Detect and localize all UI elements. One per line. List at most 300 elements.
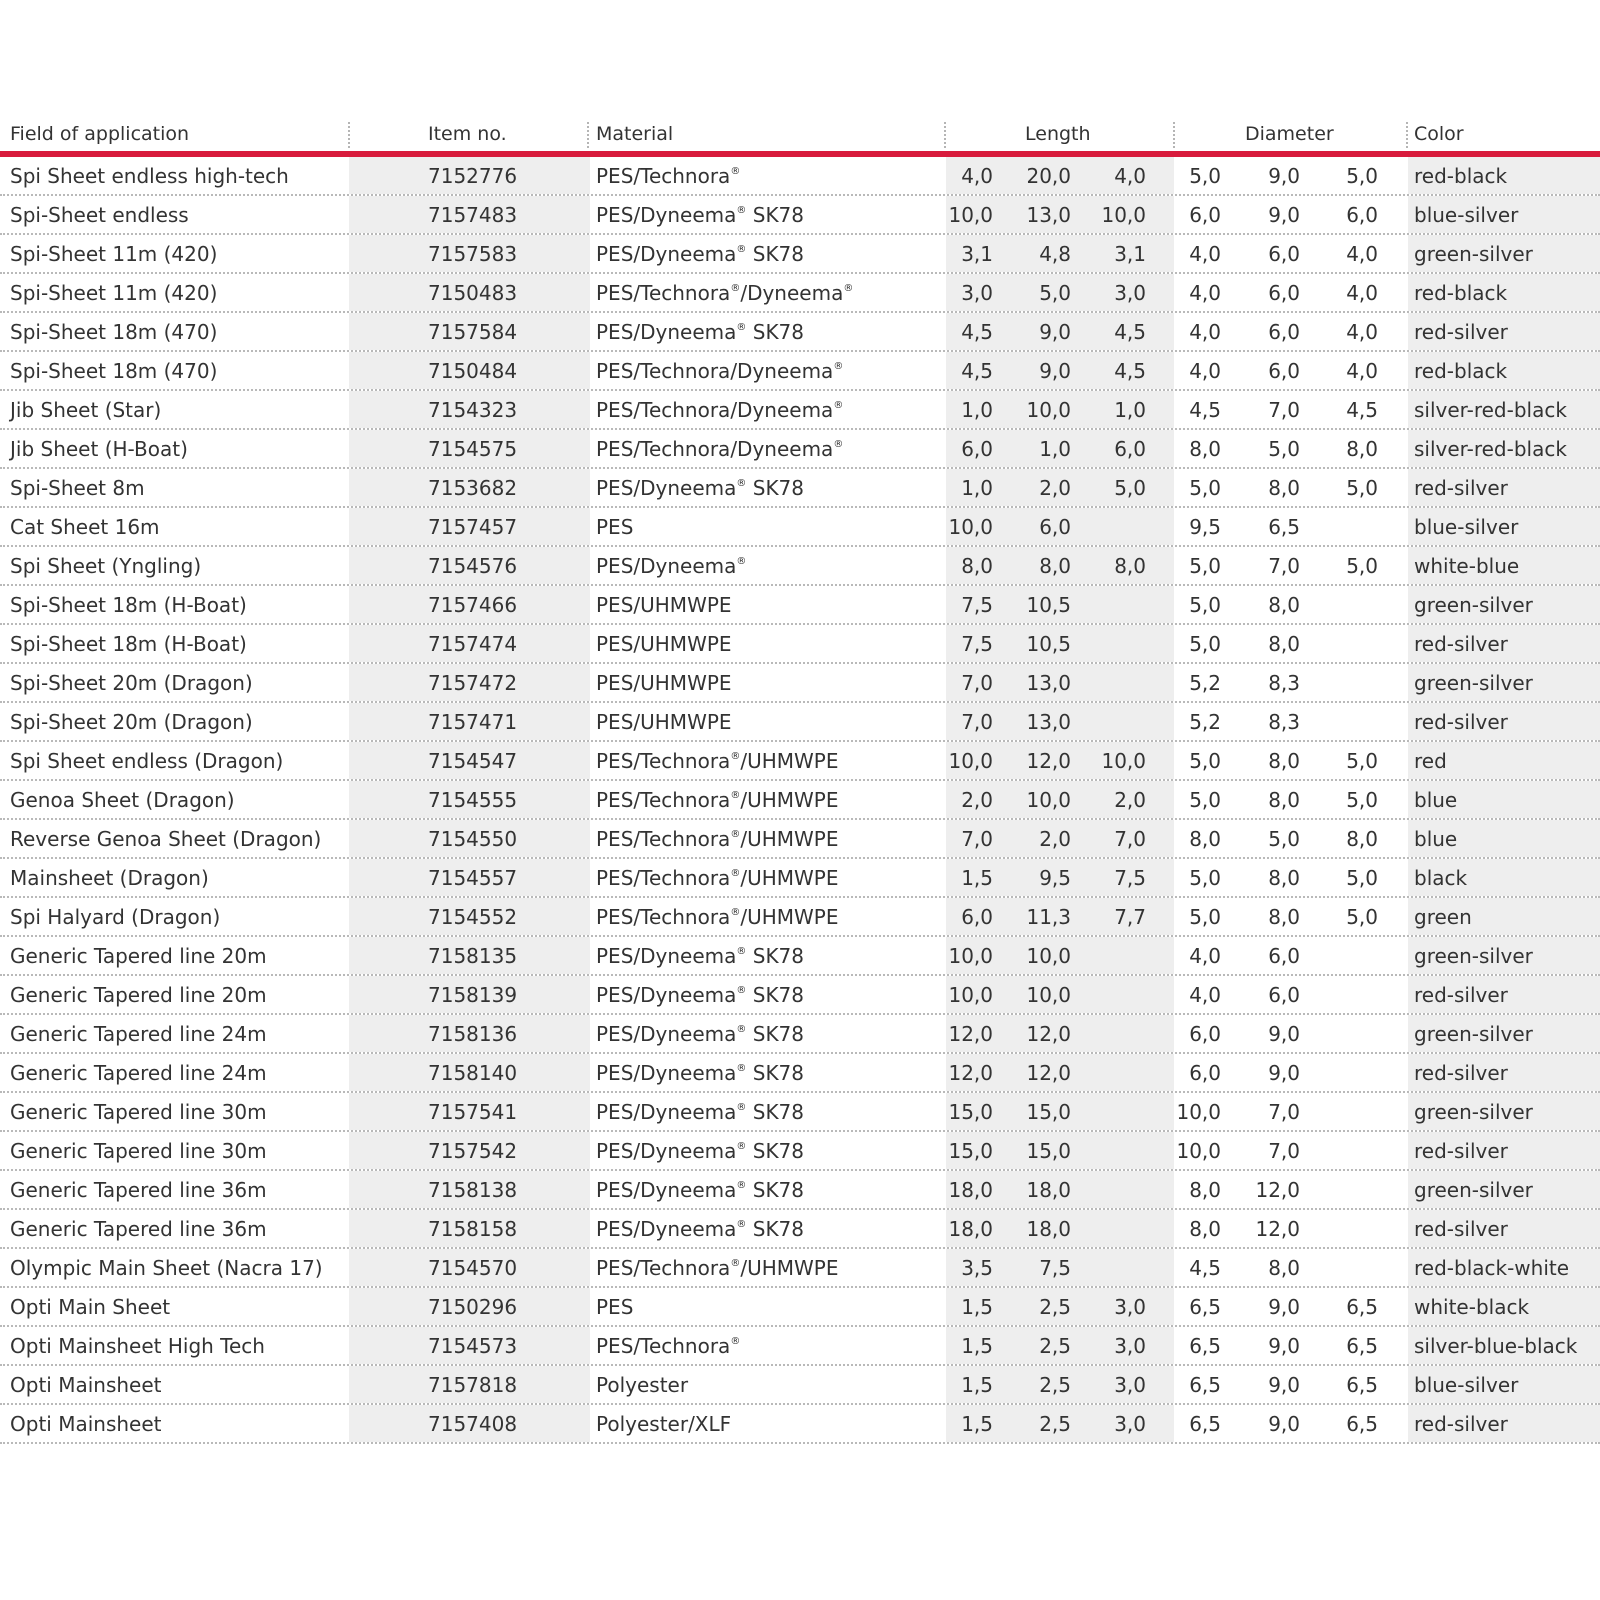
table-row (0, 976, 1600, 1015)
cell-material: PES/UHMWPE (596, 632, 732, 656)
cell-diameter-1: 9,5 (1189, 515, 1221, 539)
cell-field: Spi Sheet endless high-tech (10, 164, 289, 188)
cell-length-1: 18,0 (948, 1178, 993, 1202)
cell-material: PES/Dyneema® SK78 (596, 1061, 805, 1085)
cell-material: PES/Dyneema® SK78 (596, 983, 805, 1007)
cell-length-2: 13,0 (1026, 671, 1071, 695)
cell-field: Mainsheet (Dragon) (10, 866, 209, 890)
cell-diameter-2: 9,0 (1268, 203, 1300, 227)
cell-length-3: 8,0 (1114, 554, 1146, 578)
cell-diameter-2: 6,0 (1268, 359, 1300, 383)
cell-diameter-1: 4,5 (1189, 398, 1221, 422)
cell-diameter-2: 9,0 (1268, 1022, 1300, 1046)
cell-field: Opti Mainsheet High Tech (10, 1334, 265, 1358)
table-row (0, 1132, 1600, 1171)
cell-item: 7154570 (428, 1256, 518, 1280)
cell-length-1: 12,0 (948, 1061, 993, 1085)
cell-field: Generic Tapered line 30m (10, 1100, 267, 1124)
cell-diameter-1: 6,5 (1189, 1334, 1221, 1358)
table-row (0, 1249, 1600, 1288)
cell-diameter-1: 5,0 (1189, 788, 1221, 812)
cell-length-2: 20,0 (1026, 164, 1071, 188)
cell-color: green-silver (1414, 242, 1533, 266)
cell-color: red-silver (1414, 1217, 1508, 1241)
cell-length-3: 3,0 (1114, 281, 1146, 305)
cell-length-2: 10,0 (1026, 788, 1071, 812)
cell-item: 7157466 (428, 593, 518, 617)
cell-diameter-2: 8,0 (1268, 632, 1300, 656)
cell-diameter-3: 6,5 (1346, 1334, 1378, 1358)
table-row (0, 1015, 1600, 1054)
cell-diameter-3: 5,0 (1346, 905, 1378, 929)
table-row (0, 1288, 1600, 1327)
cell-item: 7154552 (428, 905, 518, 929)
header-separator (348, 122, 350, 148)
cell-color: blue (1414, 788, 1458, 812)
cell-material: PES/Dyneema® SK78 (596, 476, 805, 500)
cell-material: PES/Technora®/UHMWPE (596, 788, 839, 812)
cell-length-1: 18,0 (948, 1217, 993, 1241)
cell-color: red-silver (1414, 632, 1508, 656)
cell-diameter-2: 8,0 (1268, 749, 1300, 773)
cell-item: 7157542 (428, 1139, 518, 1163)
cell-length-2: 10,5 (1026, 593, 1071, 617)
cell-diameter-2: 8,0 (1268, 476, 1300, 500)
cell-diameter-1: 6,0 (1189, 203, 1221, 227)
cell-length-2: 12,0 (1026, 749, 1071, 773)
cell-material: PES/Technora/Dyneema® (596, 437, 844, 461)
cell-diameter-2: 8,3 (1268, 671, 1300, 695)
cell-field: Generic Tapered line 30m (10, 1139, 267, 1163)
cell-field: Spi-Sheet 18m (470) (10, 359, 218, 383)
cell-material: PES/Technora®/UHMWPE (596, 749, 839, 773)
cell-length-1: 4,5 (961, 359, 993, 383)
cell-color: red (1414, 749, 1447, 773)
cell-diameter-1: 8,0 (1189, 1178, 1221, 1202)
cell-item: 7158136 (428, 1022, 518, 1046)
cell-item: 7154575 (428, 437, 518, 461)
cell-item: 7157584 (428, 320, 518, 344)
cell-material: PES/Dyneema® SK78 (596, 1139, 805, 1163)
table-row (0, 1366, 1600, 1405)
cell-item: 7157471 (428, 710, 518, 734)
cell-material: PES/Technora®/UHMWPE (596, 827, 839, 851)
cell-length-3: 5,0 (1114, 476, 1146, 500)
cell-field: Spi Sheet endless (Dragon) (10, 749, 284, 773)
cell-length-1: 1,5 (961, 1373, 993, 1397)
cell-material: PES/Technora® (596, 1334, 741, 1358)
cell-diameter-1: 6,5 (1189, 1373, 1221, 1397)
cell-color: red-silver (1414, 983, 1508, 1007)
table-row (0, 781, 1600, 820)
cell-diameter-1: 4,5 (1189, 1256, 1221, 1280)
cell-diameter-1: 6,0 (1189, 1061, 1221, 1085)
cell-color: green (1414, 905, 1472, 929)
cell-length-1: 1,5 (961, 1295, 993, 1319)
cell-length-1: 1,5 (961, 1412, 993, 1436)
cell-length-2: 2,5 (1039, 1334, 1071, 1358)
cell-field: Spi-Sheet 18m (H-Boat) (10, 632, 247, 656)
cell-diameter-2: 6,0 (1268, 281, 1300, 305)
cell-length-3: 6,0 (1114, 437, 1146, 461)
cell-material: PES/Technora®/UHMWPE (596, 866, 839, 890)
cell-diameter-2: 8,0 (1268, 905, 1300, 929)
cell-diameter-1: 5,0 (1189, 749, 1221, 773)
cell-length-1: 1,0 (961, 476, 993, 500)
table-row (0, 1327, 1600, 1366)
cell-diameter-2: 9,0 (1268, 1061, 1300, 1085)
cell-color: silver-red-black (1414, 398, 1567, 422)
cell-length-2: 12,0 (1026, 1022, 1071, 1046)
cell-diameter-3: 4,0 (1346, 359, 1378, 383)
cell-diameter-2: 8,0 (1268, 593, 1300, 617)
cell-material: PES/UHMWPE (596, 593, 732, 617)
cell-length-2: 2,0 (1039, 827, 1071, 851)
cell-length-3: 2,0 (1114, 788, 1146, 812)
cell-length-2: 18,0 (1026, 1217, 1071, 1241)
cell-length-2: 8,0 (1039, 554, 1071, 578)
cell-item: 7157457 (428, 515, 518, 539)
cell-field: Spi-Sheet 8m (10, 476, 145, 500)
cell-color: green-silver (1414, 1100, 1533, 1124)
cell-material: Polyester (596, 1373, 689, 1397)
header-separator (944, 122, 946, 148)
cell-diameter-2: 9,0 (1268, 1373, 1300, 1397)
cell-field: Spi-Sheet 20m (Dragon) (10, 671, 253, 695)
table-row (0, 547, 1600, 586)
cell-diameter-3: 8,0 (1346, 827, 1378, 851)
cell-diameter-2: 6,0 (1268, 242, 1300, 266)
cell-color: red-black-white (1414, 1256, 1570, 1280)
cell-material: PES (596, 515, 634, 539)
cell-color: black (1414, 866, 1468, 890)
cell-length-3: 10,0 (1101, 203, 1146, 227)
cell-field: Genoa Sheet (Dragon) (10, 788, 235, 812)
cell-diameter-1: 5,0 (1189, 593, 1221, 617)
cell-length-3: 1,0 (1114, 398, 1146, 422)
cell-item: 7153682 (428, 476, 518, 500)
table-row (0, 1093, 1600, 1132)
cell-length-3: 4,0 (1114, 164, 1146, 188)
cell-length-1: 3,5 (961, 1256, 993, 1280)
cell-field: Jib Sheet (Star) (10, 398, 162, 422)
cell-item: 7158139 (428, 983, 518, 1007)
cell-diameter-3: 5,0 (1346, 866, 1378, 890)
cell-item: 7150483 (428, 281, 518, 305)
cell-diameter-1: 5,0 (1189, 866, 1221, 890)
table-row (0, 1054, 1600, 1093)
cell-diameter-2: 6,5 (1268, 515, 1300, 539)
cell-diameter-1: 5,0 (1189, 554, 1221, 578)
table-row (0, 898, 1600, 937)
cell-material: Polyester/XLF (596, 1412, 732, 1436)
table-row (0, 664, 1600, 703)
cell-diameter-3: 4,5 (1346, 398, 1378, 422)
table-row (0, 820, 1600, 859)
cell-item: 7154573 (428, 1334, 518, 1358)
cell-length-2: 2,5 (1039, 1373, 1071, 1397)
spec-table (0, 116, 1600, 1444)
table-row (0, 430, 1600, 469)
cell-field: Spi-Sheet 11m (420) (10, 281, 218, 305)
table-row (0, 703, 1600, 742)
cell-length-2: 2,5 (1039, 1412, 1071, 1436)
cell-length-3: 3,0 (1114, 1334, 1146, 1358)
cell-diameter-2: 7,0 (1268, 1100, 1300, 1124)
cell-diameter-2: 6,0 (1268, 320, 1300, 344)
cell-item: 7158135 (428, 944, 518, 968)
cell-length-2: 9,0 (1039, 359, 1071, 383)
cell-diameter-3: 4,0 (1346, 281, 1378, 305)
cell-length-1: 1,5 (961, 1334, 993, 1358)
table-row (0, 586, 1600, 625)
header-color: Color (1414, 123, 1464, 145)
table-row (0, 274, 1600, 313)
cell-diameter-2: 8,0 (1268, 866, 1300, 890)
cell-length-2: 18,0 (1026, 1178, 1071, 1202)
cell-material: PES/Dyneema® SK78 (596, 242, 805, 266)
cell-field: Spi Sheet (Yngling) (10, 554, 202, 578)
cell-diameter-1: 8,0 (1189, 827, 1221, 851)
cell-material: PES/Dyneema® SK78 (596, 1022, 805, 1046)
cell-diameter-2: 12,0 (1255, 1217, 1300, 1241)
cell-length-1: 1,0 (961, 398, 993, 422)
cell-material: PES/Technora®/UHMWPE (596, 905, 839, 929)
cell-length-1: 6,0 (961, 437, 993, 461)
table-row (0, 352, 1600, 391)
cell-item: 7157483 (428, 203, 518, 227)
cell-item: 7154550 (428, 827, 518, 851)
cell-item: 7157472 (428, 671, 518, 695)
cell-diameter-3: 4,0 (1346, 320, 1378, 344)
cell-color: red-black (1414, 281, 1508, 305)
cell-length-2: 7,5 (1039, 1256, 1071, 1280)
cell-material: PES/Technora®/UHMWPE (596, 1256, 839, 1280)
cell-diameter-1: 6,0 (1189, 1022, 1221, 1046)
cell-diameter-1: 5,0 (1189, 905, 1221, 929)
cell-item: 7154557 (428, 866, 518, 890)
cell-color: red-silver (1414, 320, 1508, 344)
cell-diameter-3: 5,0 (1346, 554, 1378, 578)
header-separator (1406, 122, 1408, 148)
cell-diameter-1: 6,5 (1189, 1412, 1221, 1436)
cell-length-2: 13,0 (1026, 203, 1071, 227)
cell-field: Generic Tapered line 20m (10, 983, 267, 1007)
table-row (0, 1405, 1600, 1444)
cell-diameter-2: 6,0 (1268, 983, 1300, 1007)
cell-item: 7157474 (428, 632, 518, 656)
cell-color: red-black (1414, 164, 1508, 188)
cell-length-1: 3,0 (961, 281, 993, 305)
cell-color: green-silver (1414, 1178, 1533, 1202)
cell-length-1: 15,0 (948, 1139, 993, 1163)
cell-diameter-2: 9,0 (1268, 1334, 1300, 1358)
cell-field: Spi-Sheet 20m (Dragon) (10, 710, 253, 734)
cell-color: red-silver (1414, 1412, 1508, 1436)
table-header (0, 116, 1600, 157)
cell-diameter-1: 5,0 (1189, 164, 1221, 188)
cell-diameter-1: 8,0 (1189, 1217, 1221, 1241)
cell-item: 7150296 (428, 1295, 518, 1319)
cell-length-1: 12,0 (948, 1022, 993, 1046)
cell-field: Generic Tapered line 20m (10, 944, 267, 968)
cell-length-2: 4,8 (1039, 242, 1071, 266)
cell-color: blue-silver (1414, 203, 1519, 227)
cell-length-1: 10,0 (948, 515, 993, 539)
cell-field: Olympic Main Sheet (Nacra 17) (10, 1256, 323, 1280)
cell-material: PES/Dyneema® SK78 (596, 320, 805, 344)
cell-diameter-2: 9,0 (1268, 164, 1300, 188)
cell-diameter-1: 6,5 (1189, 1295, 1221, 1319)
cell-color: blue-silver (1414, 1373, 1519, 1397)
cell-field: Generic Tapered line 36m (10, 1217, 267, 1241)
cell-length-2: 6,0 (1039, 515, 1071, 539)
header-item: Item no. (428, 123, 507, 145)
cell-diameter-2: 7,0 (1268, 398, 1300, 422)
cell-color: red-silver (1414, 710, 1508, 734)
cell-length-3: 4,5 (1114, 359, 1146, 383)
table-row (0, 469, 1600, 508)
cell-field: Opti Main Sheet (10, 1295, 171, 1319)
cell-length-1: 2,0 (961, 788, 993, 812)
cell-item: 7150484 (428, 359, 518, 383)
cell-length-2: 15,0 (1026, 1139, 1071, 1163)
cell-color: silver-red-black (1414, 437, 1567, 461)
cell-length-3: 3,1 (1114, 242, 1146, 266)
cell-diameter-1: 8,0 (1189, 437, 1221, 461)
cell-length-2: 10,0 (1026, 983, 1071, 1007)
cell-length-3: 10,0 (1101, 749, 1146, 773)
cell-material: PES/Technora/Dyneema® (596, 359, 844, 383)
cell-diameter-1: 5,0 (1189, 632, 1221, 656)
cell-length-2: 10,5 (1026, 632, 1071, 656)
cell-item: 7157583 (428, 242, 518, 266)
cell-length-2: 9,5 (1039, 866, 1071, 890)
cell-length-2: 10,0 (1026, 944, 1071, 968)
cell-color: blue-silver (1414, 515, 1519, 539)
cell-material: PES (596, 1295, 634, 1319)
table-row (0, 1171, 1600, 1210)
cell-diameter-3: 6,0 (1346, 203, 1378, 227)
cell-diameter-3: 8,0 (1346, 437, 1378, 461)
cell-diameter-1: 4,0 (1189, 242, 1221, 266)
cell-field: Generic Tapered line 36m (10, 1178, 267, 1202)
cell-color: red-black (1414, 359, 1508, 383)
cell-material: PES/Dyneema® SK78 (596, 203, 805, 227)
cell-length-1: 10,0 (948, 749, 993, 773)
cell-field: Opti Mainsheet (10, 1373, 162, 1397)
cell-length-1: 10,0 (948, 203, 993, 227)
header-separator (1173, 122, 1175, 148)
cell-diameter-3: 5,0 (1346, 476, 1378, 500)
cell-diameter-2: 6,0 (1268, 944, 1300, 968)
cell-length-3: 7,7 (1114, 905, 1146, 929)
cell-diameter-1: 10,0 (1176, 1100, 1221, 1124)
cell-item: 7158138 (428, 1178, 518, 1202)
cell-diameter-2: 5,0 (1268, 827, 1300, 851)
cell-item: 7158140 (428, 1061, 518, 1085)
cell-item: 7158158 (428, 1217, 518, 1241)
table-row (0, 859, 1600, 898)
cell-color: green-silver (1414, 593, 1533, 617)
cell-diameter-3: 6,5 (1346, 1373, 1378, 1397)
header-material: Material (596, 123, 674, 145)
cell-length-3: 7,5 (1114, 866, 1146, 890)
cell-material: PES/UHMWPE (596, 710, 732, 734)
cell-length-1: 8,0 (961, 554, 993, 578)
cell-diameter-3: 4,0 (1346, 242, 1378, 266)
cell-length-2: 10,0 (1026, 398, 1071, 422)
cell-diameter-1: 4,0 (1189, 359, 1221, 383)
cell-field: Reverse Genoa Sheet (Dragon) (10, 827, 322, 851)
cell-length-2: 11,3 (1026, 905, 1071, 929)
cell-length-3: 3,0 (1114, 1295, 1146, 1319)
cell-color: red-silver (1414, 1139, 1508, 1163)
cell-field: Spi Halyard (Dragon) (10, 905, 221, 929)
cell-color: green-silver (1414, 944, 1533, 968)
cell-color: red-silver (1414, 476, 1508, 500)
cell-length-2: 2,0 (1039, 476, 1071, 500)
cell-diameter-3: 5,0 (1346, 749, 1378, 773)
cell-field: Spi-Sheet 18m (470) (10, 320, 218, 344)
table-row (0, 157, 1600, 196)
cell-diameter-1: 10,0 (1176, 1139, 1221, 1163)
cell-field: Spi-Sheet 11m (420) (10, 242, 218, 266)
cell-length-2: 9,0 (1039, 320, 1071, 344)
cell-field: Generic Tapered line 24m (10, 1061, 267, 1085)
cell-length-1: 3,1 (961, 242, 993, 266)
cell-length-1: 1,5 (961, 866, 993, 890)
cell-length-1: 7,5 (961, 632, 993, 656)
cell-diameter-1: 4,0 (1189, 281, 1221, 305)
cell-diameter-2: 5,0 (1268, 437, 1300, 461)
cell-diameter-1: 5,2 (1189, 671, 1221, 695)
cell-material: PES/Dyneema® SK78 (596, 1100, 805, 1124)
table-row (0, 937, 1600, 976)
cell-length-2: 15,0 (1026, 1100, 1071, 1124)
table-row (0, 742, 1600, 781)
cell-item: 7154555 (428, 788, 518, 812)
cell-item: 7154323 (428, 398, 518, 422)
cell-diameter-1: 4,0 (1189, 320, 1221, 344)
table-row (0, 625, 1600, 664)
cell-length-2: 13,0 (1026, 710, 1071, 734)
cell-diameter-2: 7,0 (1268, 1139, 1300, 1163)
cell-length-2: 12,0 (1026, 1061, 1071, 1085)
cell-length-2: 1,0 (1039, 437, 1071, 461)
cell-length-1: 10,0 (948, 983, 993, 1007)
cell-color: green-silver (1414, 671, 1533, 695)
cell-field: Cat Sheet 16m (10, 515, 160, 539)
cell-field: Opti Mainsheet (10, 1412, 162, 1436)
cell-item: 7157541 (428, 1100, 518, 1124)
header-length: Length (1025, 123, 1091, 145)
cell-color: silver-blue-black (1414, 1334, 1578, 1358)
cell-length-1: 4,0 (961, 164, 993, 188)
cell-diameter-2: 9,0 (1268, 1412, 1300, 1436)
table-row (0, 235, 1600, 274)
cell-item: 7154576 (428, 554, 518, 578)
cell-material: PES/Technora® (596, 164, 741, 188)
cell-length-3: 3,0 (1114, 1412, 1146, 1436)
cell-diameter-3: 6,5 (1346, 1295, 1378, 1319)
cell-material: PES/Dyneema® SK78 (596, 1178, 805, 1202)
cell-field: Jib Sheet (H-Boat) (10, 437, 188, 461)
cell-material: PES/Technora/Dyneema® (596, 398, 844, 422)
cell-diameter-3: 6,5 (1346, 1412, 1378, 1436)
cell-material: PES/Technora®/Dyneema® (596, 281, 854, 305)
cell-material: PES/Dyneema® SK78 (596, 1217, 805, 1241)
